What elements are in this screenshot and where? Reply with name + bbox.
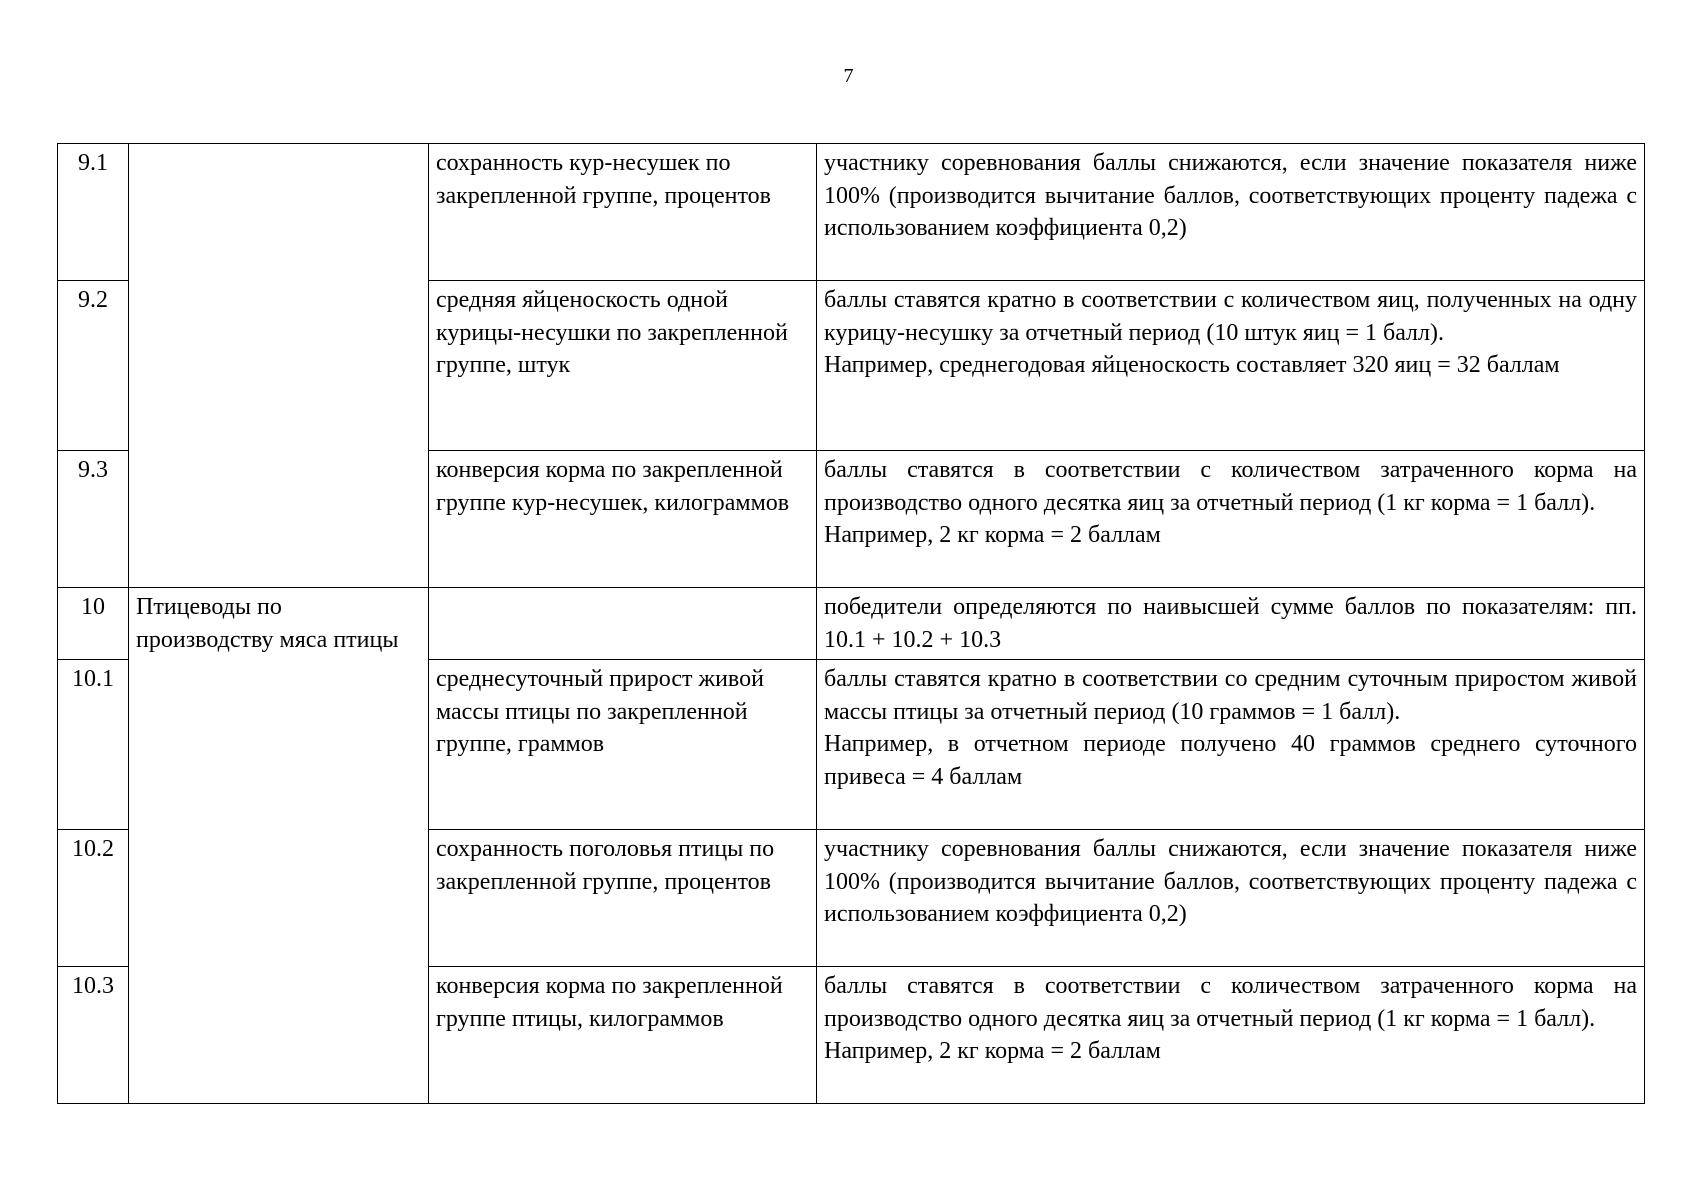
scoring-cell xyxy=(817,144,1645,281)
scoring-example: Например, среднегодовая яйценоскость составляет 320 яиц = 32 баллам xyxy=(824,352,1560,379)
scoring-text: баллы ставятся кратно в соответствии со средним суточным приростом живой массы птицы за отчетный период (10 граммов = 1 балл). xyxy=(824,666,1637,725)
scoring-text: баллы ставятся кратно в соответствии с количеством яиц, полученных на одну курицу-несушку за отчетный период (10 штук яиц = 1 балл). xyxy=(824,287,1637,346)
scoring-text: победители определяются по наивысшей сумме баллов по показателям: пп. 10.1 + 10.2 + 10.3 xyxy=(824,594,1637,653)
row-number: 9.3 xyxy=(58,451,129,588)
table-row xyxy=(58,588,1645,660)
scoring-cell xyxy=(817,967,1645,1104)
scoring-text: баллы ставятся в соответствии с количеством затраченного корма на производство одного десятка яиц за отчетный период (1 кг корма = 1 балл). xyxy=(824,457,1637,516)
scoring-cell xyxy=(817,281,1645,451)
row-number: 10.2 xyxy=(58,830,129,967)
scoring-example: Например, 2 кг корма = 2 баллам xyxy=(824,1038,1161,1065)
scoring-example: Например, в отчетном периоде получено 40 граммов среднего суточного привеса = 4 баллам xyxy=(824,731,1637,790)
row-number: 10.1 xyxy=(58,660,129,830)
page-number: 7 xyxy=(843,65,854,87)
scoring-cell xyxy=(817,830,1645,967)
indicator-cell: среднесуточный прирост живой массы птицы по закрепленной группе, граммов xyxy=(429,660,817,830)
indicator-cell: сохранность кур-несушек по закрепленной группе, процентов xyxy=(429,144,817,281)
scoring-text: участнику соревнования баллы снижаются, если значение показателя ниже 100% (производится вычитание баллов, соответствующих проценту падежа с использованием коэффициента 0,2) xyxy=(824,836,1637,928)
indicator-cell: конверсия корма по закрепленной группе птицы, килограммов xyxy=(429,967,817,1104)
indicator-cell: сохранность поголовья птицы по закрепленной группе, процентов xyxy=(429,830,817,967)
indicator-cell: средняя яйценоскость одной курицы-несушки по закрепленной группе, штук xyxy=(429,281,817,451)
criteria-table xyxy=(57,143,1645,1104)
scoring-text: участнику соревнования баллы снижаются, если значение показателя ниже 100% (производится вычитание баллов, соответствующих проценту падежа с использованием коэффициента 0,2) xyxy=(824,150,1637,242)
indicator-cell xyxy=(429,588,817,660)
row-number: 9.1 xyxy=(58,144,129,281)
scoring-cell xyxy=(817,660,1645,830)
scoring-example: Например, 2 кг корма = 2 баллам xyxy=(824,522,1161,549)
row-number: 10 xyxy=(58,588,129,660)
scoring-cell xyxy=(817,451,1645,588)
scoring-text: баллы ставятся в соответствии с количеством затраченного корма на производство одного десятка яиц за отчетный период (1 кг корма = 1 балл). xyxy=(824,973,1637,1032)
indicator-cell: конверсия корма по закрепленной группе кур-несушек, килограммов xyxy=(429,451,817,588)
row-number: 9.2 xyxy=(58,281,129,451)
row-number: 10.3 xyxy=(58,967,129,1104)
nomination-cell xyxy=(129,144,429,588)
table-row xyxy=(58,144,1645,281)
nomination-cell: Птицеводы по производству мяса птицы xyxy=(129,588,429,1104)
scoring-cell xyxy=(817,588,1645,660)
